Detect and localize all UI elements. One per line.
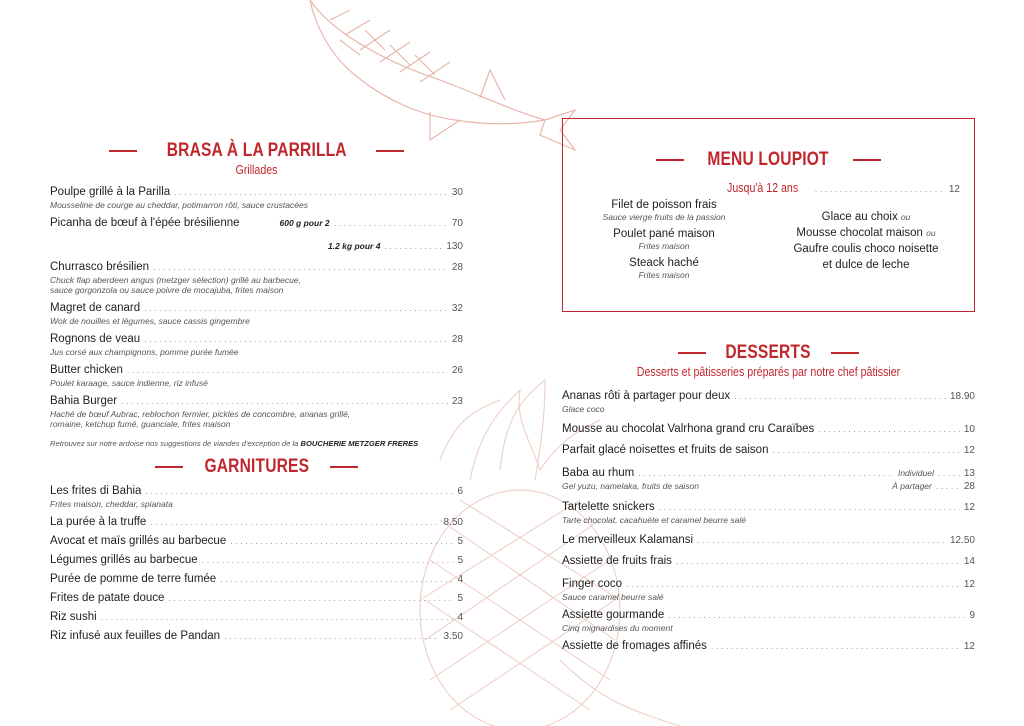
loupiot-mains (589, 199, 739, 286)
loupiot-heading (563, 149, 974, 171)
item-name: Riz infusé aux feuilles de Pandan (50, 630, 221, 642)
loupiot-main-item (589, 228, 739, 251)
right-column (562, 118, 975, 654)
item-price: 26 (451, 365, 463, 376)
item-name: Frites de patate douce (50, 592, 165, 604)
item-price: 3.50 (443, 631, 463, 642)
menu-item (50, 572, 463, 587)
desserts-section (562, 342, 975, 654)
item-price: 5 (457, 555, 463, 566)
menu-item (562, 443, 975, 458)
loupiot-title: MENU LOUPIOT (707, 149, 830, 170)
menu-item (50, 629, 463, 644)
item-name: Churrasco brésilien (50, 261, 150, 273)
menu-item (562, 608, 975, 633)
menu-item (50, 216, 463, 254)
fish-illustration (310, 0, 575, 150)
item-name: Finger coco (562, 578, 623, 590)
menu-item (50, 394, 463, 429)
item-desc: Tarte chocolat, cacahuète et caramel beurre salé (562, 515, 746, 525)
item-name: Purée de pomme de terre fumée (50, 573, 217, 585)
item-price: 70 (451, 218, 463, 229)
menu-item (562, 466, 975, 492)
item-name: Parfait glacé noisettes et fruits de saison (562, 444, 769, 456)
dessert-text: Glace au choix (821, 211, 898, 223)
menu-item (50, 534, 463, 549)
loupiot-main-item (589, 199, 739, 222)
item-name: Rognons de veau (50, 333, 141, 345)
item-price: 12.50 (949, 535, 975, 546)
item-name: Poulpe grillé à la Parilla (50, 186, 171, 198)
desserts-list (562, 389, 975, 654)
loupiot-dessert-line: Gaufre coulis choco noisette (793, 243, 939, 255)
item-desc: Chuck flap aberdeen angus (metzger sélection) grillé au barbecue, (50, 275, 301, 285)
item-price: 12 (963, 579, 975, 590)
menu-item (50, 260, 463, 295)
item-price: 10 (963, 424, 975, 435)
item-price: 28 (451, 262, 463, 273)
item-price: 12 (963, 641, 975, 652)
title-rule-left (109, 150, 137, 152)
menu-item (50, 363, 463, 388)
loupiot-age: Jusqu'à 12 ans (727, 181, 799, 195)
menu-item (562, 554, 975, 569)
loupiot-dessert-line: et dulce de leche (822, 259, 910, 271)
title-rule-left (656, 159, 684, 161)
item-price: 18.90 (949, 391, 975, 402)
item-name: Riz sushi (50, 611, 97, 623)
item-price: 6 (457, 486, 463, 497)
title-rule-right (376, 150, 404, 152)
title-rule-right (853, 159, 881, 161)
loupiot-dessert-line (781, 225, 951, 241)
item-desc: sauce gorgonzola ou sauce poivre de mocajuba, frites maison (50, 285, 284, 295)
menu-item (562, 500, 975, 525)
or-text: ou (900, 212, 911, 222)
or-text: ou (926, 228, 936, 238)
item-name: Légumes grillés au barbecue (50, 554, 198, 566)
item-name: Assiette de fromages affinés (562, 640, 707, 652)
item-name: Baba au rhum (562, 467, 635, 479)
title-rule-right (831, 352, 859, 354)
title-rule-left (678, 352, 706, 354)
item-variant: Individuel (897, 468, 934, 478)
item-price: 30 (451, 187, 463, 198)
menu-item (562, 389, 975, 414)
dessert-text: Mousse chocolat maison (796, 227, 923, 239)
item-variant: À partager (892, 481, 932, 491)
item-quantity: 600 g pour 2 (279, 218, 330, 228)
menu-item (50, 610, 463, 625)
menu-item (50, 332, 463, 357)
item-desc: Cinq mignardises du moment (562, 623, 673, 633)
item-name: Butter chicken (50, 364, 123, 376)
menu-item (50, 515, 463, 530)
note-bold: BOUCHERIE METZGER FRERES (300, 439, 419, 448)
item-desc: Jus corsé aux champignons, pomme purée fumée (50, 347, 239, 357)
item-desc: Glace coco (562, 404, 605, 414)
menu-item (50, 484, 463, 509)
item-desc: Poulet karaage, sauce indienne, riz infusé (50, 378, 208, 388)
item-desc: Frites maison (638, 270, 690, 280)
note-text: Retrouvez sur notre ardoise nos suggestions de viandes d'exception de la (50, 439, 299, 448)
loupiot-dessert-line (781, 209, 951, 225)
item-desc: Gel yuzu, namelaka, fruits de saison (562, 481, 700, 491)
desserts-title: DESSERTS (725, 342, 812, 363)
loupiot-main-item (589, 257, 739, 280)
item-quantity: 1.2 kg pour 4 (328, 241, 381, 251)
menu-item (50, 591, 463, 606)
loupiot-age-row (727, 181, 960, 195)
menu-item (50, 553, 463, 568)
menu-item (562, 533, 975, 548)
item-price: 32 (451, 303, 463, 314)
item-price: 14 (963, 556, 975, 567)
item-desc: Sauce caramel beurre salé (562, 592, 664, 602)
item-price: 12 (963, 445, 975, 456)
item-name: Steack haché (629, 257, 699, 269)
item-price: 13 (963, 468, 975, 479)
title-rule-left (155, 466, 183, 468)
ardoise-note (50, 439, 463, 448)
left-column (50, 140, 463, 644)
item-desc: romaine, ketchup fumé, guanciale, frites maison (50, 419, 231, 429)
item-desc: Sauce vierge fruits de la passion (602, 212, 726, 222)
item-price: 28 (963, 481, 975, 492)
item-name: Filet de poisson frais (611, 199, 717, 211)
brasa-title: BRASA À LA PARRILLA (166, 140, 347, 161)
loupiot-desserts (781, 209, 951, 273)
brasa-heading (50, 140, 463, 162)
item-name: La purée à la truffe (50, 516, 147, 528)
item-name: Avocat et maïs grillés au barbecue (50, 535, 227, 547)
item-price: 5 (457, 536, 463, 547)
item-name: Les frites di Bahia (50, 485, 142, 497)
menu-item (562, 577, 975, 602)
menu-item (562, 639, 975, 654)
menu-loupiot-box (562, 118, 975, 312)
item-price: 9 (969, 610, 975, 621)
item-price: 12 (963, 502, 975, 513)
item-desc: Wok de nouilles et légumes, sauce cassis gingembre (50, 316, 250, 326)
item-name: Mousse au chocolat Valrhona grand cru Caraïbes (562, 423, 815, 435)
desserts-subtitle: Desserts et pâtisseries préparés par notre chef pâtissier (636, 365, 901, 379)
garnitures-heading (50, 456, 463, 478)
item-name: Poulet pané maison (613, 228, 715, 240)
item-name: Magret de canard (50, 302, 141, 314)
item-desc: Frites maison, cheddar, spianata (50, 499, 173, 509)
item-desc: Mousseline de courge au cheddar, potimarron rôti, sauce crustacées (50, 200, 308, 210)
item-name: Picanha de bœuf à l'épée brésilienne (50, 217, 240, 229)
item-price: 130 (446, 241, 463, 252)
title-rule-right (330, 466, 358, 468)
item-name: Bahia Burger (50, 395, 118, 407)
item-price: 4 (457, 612, 463, 623)
menu-item (562, 422, 975, 437)
item-name: Assiette de fruits frais (562, 555, 672, 567)
item-name: Tartelette snickers (562, 501, 655, 513)
brasa-list (50, 185, 463, 448)
garnitures-title: GARNITURES (204, 456, 309, 477)
item-name: Ananas rôti à partager pour deux (562, 390, 731, 402)
item-price: 4 (457, 574, 463, 585)
item-name: Le merveilleux Kalamansi (562, 534, 694, 546)
menu-item (50, 185, 463, 210)
garnitures-list (50, 484, 463, 644)
menu-item (50, 301, 463, 326)
desserts-heading (562, 342, 975, 364)
item-price: 8.50 (443, 517, 463, 528)
item-price: 5 (457, 593, 463, 604)
loupiot-price: 12 (948, 184, 960, 195)
item-name: Assiette gourmande (562, 609, 665, 621)
item-price: 23 (451, 396, 463, 407)
item-desc: Haché de bœuf Aubrac, reblochon fermier, pickles de concombre, ananas grillé, (50, 409, 351, 419)
item-desc: Frites maison (638, 241, 690, 251)
item-price: 28 (451, 334, 463, 345)
brasa-subtitle: Grillades (235, 163, 278, 177)
